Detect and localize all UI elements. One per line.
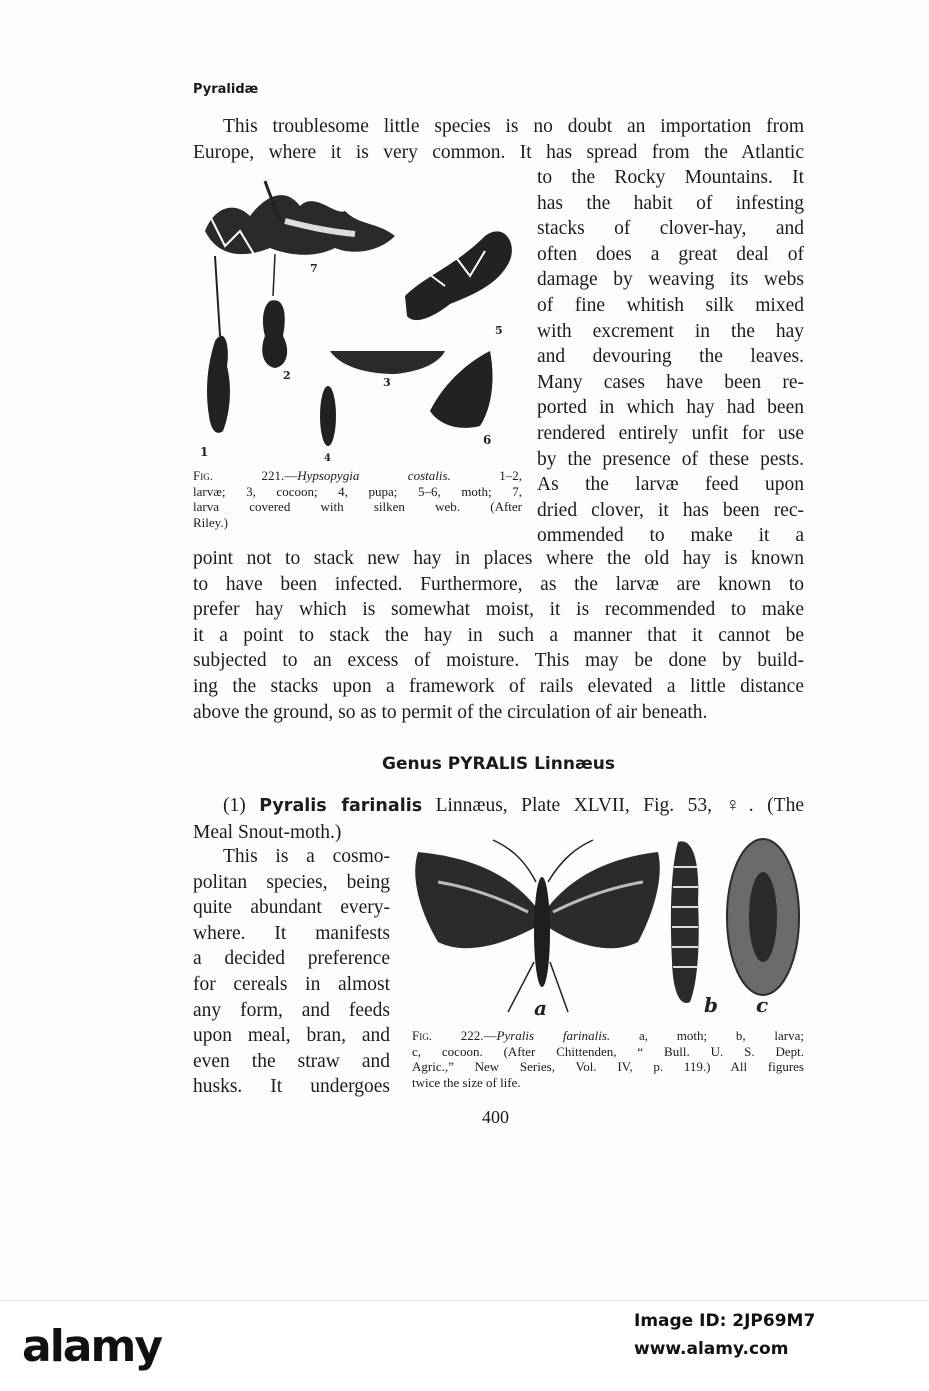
species-line2: Meal Snout-moth.)	[193, 821, 342, 843]
fig222-line3: Agric.,” New Series, Vol. IV, p. 119.) All figures	[412, 1059, 804, 1074]
figure-222-illustration	[408, 832, 804, 1017]
narrow-line: politan species, being	[193, 871, 390, 893]
fig221-label-7: 7	[310, 262, 318, 275]
narrow-text-column	[193, 844, 390, 1100]
figure-221-caption	[193, 468, 522, 530]
fig222-species: Pyralis farinalis.	[496, 1028, 611, 1043]
fig222-line4: twice the size of life.	[412, 1074, 521, 1090]
wrap-line: and devouring the leaves.	[537, 346, 804, 368]
watermark-banner	[0, 1300, 929, 1391]
fig221-rest1: 1–2,	[499, 468, 523, 483]
cont-line: point not to stack new hay in places where the old hay is known	[193, 548, 804, 569]
cont-line: subjected to an excess of moisture. This may be done by build-	[193, 650, 804, 672]
larva-b-drawing	[671, 841, 699, 1003]
fig222-rest1: a, moth; b, larva;	[638, 1028, 804, 1043]
fig221-prefix: Fig. 221.—	[193, 468, 298, 483]
species-rest: Linnæus, Plate XLVII, Fig. 53, ♀. (The	[422, 795, 804, 816]
narrow-line: for cereals in almost	[193, 973, 390, 995]
larva-web-drawing	[205, 181, 395, 336]
wrap-line: ommended to make it a	[537, 525, 804, 547]
fig221-line4: Riley.)	[193, 514, 228, 530]
narrow-line: a decided preference	[193, 948, 390, 970]
running-head: Pyralidæ	[193, 82, 259, 97]
paragraph-intro	[193, 114, 804, 165]
wrap-line: by the presence of these pests.	[537, 448, 804, 470]
wrap-line: dried clover, it has been rec-	[537, 499, 804, 521]
fig221-label-3: 3	[383, 376, 391, 389]
wrap-line: stacks of clover-hay, and	[537, 218, 804, 240]
narrow-line: This is a cosmo-	[223, 846, 390, 867]
wrapped-text-column	[537, 165, 804, 549]
cocoon-drawing	[330, 351, 445, 374]
narrow-line: husks. It undergoes	[193, 1076, 390, 1098]
intro-line-2: Europe, where it is very common. It has spread from the Atlantic	[193, 141, 804, 163]
wrap-line: to the Rocky Mountains. It	[537, 167, 804, 188]
cont-line: ing the stacks upon a framework of rails elevated a little distance	[193, 675, 804, 697]
narrow-line: where. It manifests	[193, 922, 390, 944]
moth-5-drawing	[405, 231, 512, 320]
fig222-label-c: c	[756, 993, 769, 1017]
intro-line-1: This troublesome little species is no doubt an importation from	[223, 116, 804, 137]
alamy-logo: alamy	[22, 1321, 161, 1372]
page-number: 400	[482, 1107, 509, 1127]
wrap-line: often does a great deal of	[537, 243, 804, 265]
species-number: (1)	[223, 795, 260, 816]
fig221-label-5: 5	[495, 324, 503, 337]
larva-2-drawing	[262, 300, 287, 368]
wrap-line: As the larvæ feed upon	[537, 474, 804, 496]
moth-6-drawing	[430, 351, 493, 428]
fig222-label-b: b	[704, 993, 718, 1017]
fig221-line2: larvæ; 3, cocoon; 4, pupa; 5–6, moth; 7,	[193, 483, 522, 499]
wrap-line: rendered entirely unfit for use	[537, 422, 804, 444]
cont-line: prefer hay which is somewhat moist, it is recommended to make	[193, 599, 804, 621]
narrow-line: any form, and feeds	[193, 999, 390, 1021]
site-url: www.alamy.com	[634, 1339, 789, 1359]
paragraph-continuation	[193, 546, 804, 725]
fig221-label-6: 6	[483, 433, 492, 447]
wrap-line: damage by weaving its webs	[537, 269, 804, 291]
fig221-label-2: 2	[283, 369, 291, 382]
fig221-label-4: 4	[324, 453, 331, 461]
fig222-label-a: a	[534, 996, 547, 1017]
cont-line: to have been infected. Furthermore, as the larvæ are known to	[193, 573, 804, 595]
pupa-drawing	[320, 386, 336, 446]
larva-1-drawing	[207, 336, 230, 433]
image-id: Image ID: 2JP69M7	[634, 1311, 816, 1331]
fig221-line3: larva covered with silken web. (After	[193, 499, 522, 514]
species-name: Pyralis farinalis	[259, 796, 423, 816]
genus-heading: Genus PYRALIS Linnæus	[382, 754, 615, 774]
cont-line: above the ground, so as to permit of the circulation of air beneath.	[193, 701, 708, 723]
narrow-line: quite abundant every-	[193, 897, 390, 919]
fig221-species: Hypsopygia costalis.	[297, 468, 451, 483]
wrap-line: Many cases have been re-	[537, 371, 804, 393]
wrap-line: with excrement in the hay	[537, 320, 804, 342]
narrow-line: upon meal, bran, and	[193, 1025, 390, 1047]
fig221-label-1: 1	[200, 445, 209, 459]
wrap-line: ported in which hay had been	[537, 397, 804, 419]
wrap-line: has the habit of infesting	[537, 192, 804, 214]
figure-222-caption	[412, 1028, 804, 1090]
wrap-line: of fine whitish silk mixed	[537, 294, 804, 316]
cont-line: it a point to stack the hay in such a manner that it cannot be	[193, 624, 804, 646]
narrow-line: even the straw and	[193, 1050, 390, 1072]
figure-221-illustration	[195, 176, 525, 461]
moth-a-drawing	[415, 840, 660, 1012]
fig222-line2: c, cocoon. (After Chittenden, “ Bull. U. S. Dept.	[412, 1043, 804, 1059]
fig222-prefix: Fig. 222.—	[412, 1028, 497, 1043]
